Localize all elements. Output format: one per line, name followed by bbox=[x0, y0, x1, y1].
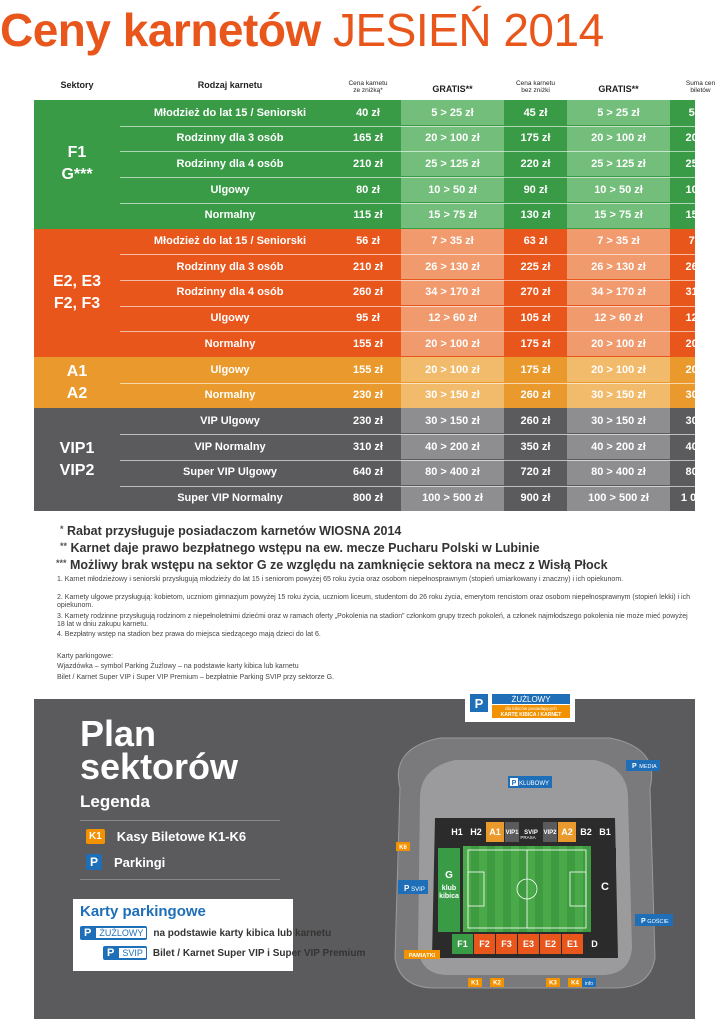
parking-notes-line-1: Wjazdówka – symbol Parking Żużlowy – na podstawie karty kibica lub karnetu bbox=[57, 663, 299, 670]
gratis-1: 30 > 150 zł bbox=[401, 383, 504, 408]
parking-zuzlowy-sign bbox=[465, 688, 575, 722]
ticket-type: Ulgowy bbox=[210, 183, 250, 196]
gratis-1: 40 > 200 zł bbox=[401, 434, 504, 459]
table-row bbox=[34, 460, 716, 486]
sector-e2 bbox=[540, 934, 561, 954]
svg-text:K3: K3 bbox=[549, 980, 557, 987]
plan-title: Plan sektorów bbox=[80, 713, 239, 787]
svg-text:K2: K2 bbox=[493, 980, 501, 987]
parking-cards-title: Karty parkingowe bbox=[80, 903, 206, 920]
price-discount: 210 zł bbox=[353, 260, 383, 273]
gratis-2: 20 > 100 zł bbox=[567, 126, 670, 151]
table-row bbox=[34, 306, 716, 332]
gratis-1: 34 > 170 zł bbox=[401, 280, 504, 305]
ticket-type: Normalny bbox=[204, 337, 256, 350]
table-row bbox=[34, 434, 716, 460]
parking-notes-title: Karty parkingowe: bbox=[57, 653, 114, 660]
svg-text:P: P bbox=[511, 780, 517, 787]
svg-text:G: G bbox=[445, 870, 453, 881]
parking-svip-sign bbox=[398, 880, 428, 894]
gratis-1: 20 > 100 zł bbox=[401, 126, 504, 151]
price-no-discount: 270 zł bbox=[520, 286, 551, 299]
svg-text:PAMIĄTKI: PAMIĄTKI bbox=[408, 953, 436, 959]
table-row bbox=[34, 100, 713, 126]
sector-h1 bbox=[448, 822, 466, 842]
svg-text:A1: A1 bbox=[489, 827, 501, 838]
svg-text:P: P bbox=[474, 696, 484, 711]
svg-text:E3: E3 bbox=[522, 939, 535, 950]
sum-price: 800 zł bbox=[685, 466, 716, 479]
price-discount: 155 zł bbox=[353, 337, 383, 350]
ticket-office-k4 bbox=[568, 978, 582, 987]
table-row bbox=[34, 126, 716, 152]
ticket-type: Super VIP Ulgowy bbox=[183, 466, 277, 479]
price-discount: 115 zł bbox=[353, 209, 383, 222]
table-row bbox=[34, 357, 716, 383]
gratis-1: 30 > 150 zł bbox=[401, 408, 504, 433]
sector-vip2 bbox=[543, 822, 557, 842]
legend-title: Legenda bbox=[80, 792, 150, 811]
press-label: PRASA bbox=[520, 835, 536, 840]
price-no-discount: 130 zł bbox=[520, 209, 551, 222]
svg-text:SVIP: SVIP bbox=[411, 887, 425, 893]
svg-text:VIP2: VIP2 bbox=[543, 830, 557, 837]
ticket-type: Normalny bbox=[204, 209, 256, 222]
svg-text:KLUBOWY: KLUBOWY bbox=[518, 781, 550, 787]
svg-text:E2: E2 bbox=[544, 939, 557, 950]
svg-text:VIP1: VIP1 bbox=[505, 830, 519, 837]
souvenir-shop bbox=[404, 950, 440, 959]
price-no-discount: 720 zł bbox=[520, 466, 551, 479]
ticket-type: Rodzinny dla 3 osób bbox=[176, 132, 284, 145]
sum-price: 200 zł bbox=[685, 363, 716, 376]
sum-price: 250 zł bbox=[685, 157, 716, 170]
table-row bbox=[34, 331, 716, 357]
header-gratis-2: GRATIS** bbox=[598, 84, 639, 94]
price-no-discount: 175 zł bbox=[520, 132, 551, 145]
price-no-discount: 220 zł bbox=[520, 157, 551, 170]
gratis-2: 80 > 400 zł bbox=[567, 460, 670, 485]
legend-parking-label: Parkingi bbox=[114, 854, 166, 870]
gratis-1: 5 > 25 zł bbox=[401, 100, 504, 125]
ticket-type: Młodzież do lat 15 / Seniorski bbox=[153, 106, 307, 119]
sector-c bbox=[594, 848, 616, 932]
sum-price: 50 zł bbox=[688, 106, 713, 119]
note-1: 1. Karnet młodzieżowy i seniorski przysługują młodzieży do lat 15 i seniorom powyżej 65 roku życia oraz osobom niepełnosprawnym (stopień umiarkowany i znaczny) i ich opiekunom. bbox=[57, 576, 624, 583]
ticket-type: Rodzinny dla 4 osób bbox=[176, 157, 284, 170]
title-main: Ceny karnetów bbox=[0, 4, 321, 56]
info-point bbox=[582, 978, 596, 987]
svg-text:dla kibiców posiadających: dla kibiców posiadających bbox=[505, 706, 557, 711]
stadium-map bbox=[360, 688, 690, 998]
price-discount: 230 zł bbox=[353, 414, 383, 427]
parking-zuzlowy-badge: P ŻUŻLOWY bbox=[80, 926, 147, 940]
svg-text:F1: F1 bbox=[457, 939, 468, 950]
sector-a1 bbox=[486, 822, 504, 842]
parking-klubowy-sign bbox=[508, 776, 552, 788]
sector-label: F1 G*** bbox=[61, 144, 93, 184]
header-price-no-discount: Cena karnetu bez zniżki bbox=[515, 80, 556, 94]
note-3: 3. Karnety rodzinne przysługują rodzinom z niepełnoletnimi dziećmi oraz w ramach oferty „Pokolenia na stadion” członkom grupy trzech pokoleń, a członek najmłodszego pokolenia nie może mieć powyżej 18 lat w dniu zakupu karnetu. bbox=[57, 613, 688, 628]
parking-notes-line-2: Bilet / Karnet Super VIP i Super VIP Premium – bezpłatnie Parking SVIP przy sektorze G. bbox=[57, 674, 335, 681]
gratis-1: 20 > 100 zł bbox=[401, 357, 504, 382]
legend-kasy-label: Kasy Biletowe K1-K6 bbox=[116, 829, 247, 844]
svg-text:SVIP: SVIP bbox=[524, 830, 538, 837]
sum-price: 70 zł bbox=[688, 235, 713, 247]
svg-text:F3: F3 bbox=[501, 939, 512, 950]
legend-parking bbox=[86, 854, 165, 870]
parking-card-zuzlowy: P ŻUŻLOWY na podstawie karty kibica lub karnetu bbox=[80, 926, 331, 940]
header-gratis-1: GRATIS** bbox=[432, 84, 473, 94]
ticket-office-icon: K1 bbox=[86, 829, 105, 844]
svg-text:H2: H2 bbox=[470, 827, 482, 838]
sector-e3 bbox=[518, 934, 539, 954]
price-discount: 95 zł bbox=[356, 312, 380, 325]
gratis-1: 80 > 400 zł bbox=[401, 460, 504, 485]
note-star-3: *** Możliwy brak wstępu na sektor G ze względu na zamknięcie sektora na mecz z Wisłą Płock bbox=[56, 558, 608, 572]
gratis-2: 34 > 170 zł bbox=[567, 280, 670, 305]
price-discount: 640 zł bbox=[353, 466, 383, 479]
ticket-type: VIP Normalny bbox=[194, 440, 266, 453]
gratis-2: 5 > 25 zł bbox=[567, 100, 670, 125]
sum-price: 310 zł bbox=[685, 286, 716, 299]
price-discount: 310 zł bbox=[353, 440, 383, 453]
parking-svip-badge: P SVIP bbox=[103, 946, 147, 960]
legend-divider-2 bbox=[80, 879, 280, 880]
sector-f3 bbox=[496, 934, 517, 954]
note-star-1: * Rabat przysługuje posiadaczom karnetów WIOSNA 2014 bbox=[60, 524, 402, 538]
gratis-1: 7 > 35 zł bbox=[401, 229, 504, 254]
svg-text:F2: F2 bbox=[479, 939, 490, 950]
table-row bbox=[34, 383, 716, 409]
sector-f2 bbox=[474, 934, 495, 954]
parking-icon: P bbox=[86, 854, 102, 870]
ticket-type: Ulgowy bbox=[210, 312, 250, 325]
sum-price: 120 zł bbox=[685, 312, 716, 325]
ticket-office-k3 bbox=[546, 978, 560, 987]
gratis-2: 30 > 150 zł bbox=[567, 408, 670, 433]
table-row bbox=[34, 408, 716, 434]
ticket-type: Młodzież do lat 15 / Seniorski bbox=[153, 235, 307, 247]
sum-price: 300 zł bbox=[685, 389, 716, 402]
gratis-1: 12 > 60 zł bbox=[401, 306, 504, 331]
gratis-2: 40 > 200 zł bbox=[567, 434, 670, 459]
svg-text:B2: B2 bbox=[580, 827, 592, 838]
svg-text:MEDIA: MEDIA bbox=[639, 764, 657, 770]
price-no-discount: 900 zł bbox=[520, 492, 551, 504]
price-discount: 165 zł bbox=[353, 132, 383, 145]
price-no-discount: 63 zł bbox=[523, 235, 548, 247]
gratis-2: 100 > 500 zł bbox=[567, 486, 670, 511]
price-no-discount: 225 zł bbox=[520, 260, 551, 273]
legend-divider bbox=[80, 820, 280, 821]
price-discount: 800 zł bbox=[353, 492, 383, 504]
note-2: 2. Karnety ulgowe przysługują: kobietom, uczniom gimnazjum powyżej 15 roku życia, uczniom liceum, studentom do 26 roku życia, emerytom rencistom oraz osobom niepełnosprawnym (stopień lekki) i ich opiekunom. bbox=[57, 594, 690, 609]
sector-f1 bbox=[452, 934, 473, 954]
gratis-2: 20 > 100 zł bbox=[567, 331, 670, 356]
svg-text:klub: klub bbox=[441, 885, 457, 892]
table-row bbox=[34, 254, 716, 280]
svg-text:P: P bbox=[404, 884, 410, 893]
svg-text:GOŚCIE: GOŚCIE bbox=[647, 919, 669, 925]
sector-label: VIP1 VIP2 bbox=[59, 439, 95, 479]
ticket-office-k1 bbox=[468, 978, 482, 987]
price-no-discount: 260 zł bbox=[520, 389, 551, 402]
sector-g bbox=[438, 848, 460, 932]
svg-text:kibica: kibica bbox=[439, 893, 459, 900]
gratis-1: 10 > 50 zł bbox=[401, 177, 504, 202]
gratis-1: 26 > 130 zł bbox=[401, 254, 504, 279]
gratis-1: 100 > 500 zł bbox=[401, 486, 504, 511]
note-4: 4. Bezpłatny wstęp na stadion bez prawa do miejsca siedzącego mają dzieci do lat 6. bbox=[57, 631, 321, 638]
sector-b2 bbox=[577, 822, 595, 842]
sector-label: E2, E3 F2, F3 bbox=[52, 272, 102, 312]
gratis-1: 20 > 100 zł bbox=[401, 331, 504, 356]
header-type: Rodzaj karnetu bbox=[197, 80, 263, 90]
price-discount: 230 zł bbox=[353, 389, 383, 402]
table-row bbox=[34, 203, 716, 229]
sum-price: 100 zł bbox=[685, 183, 716, 196]
svg-text:KARTĘ KIBICA / KARNET: KARTĘ KIBICA / KARNET bbox=[500, 712, 562, 718]
ticket-office-k6 bbox=[396, 842, 410, 851]
ticket-type: VIP Ulgowy bbox=[200, 414, 260, 427]
gratis-2: 10 > 50 zł bbox=[567, 177, 670, 202]
header-sectors: Sektory bbox=[60, 80, 94, 90]
parking-media-sign bbox=[626, 760, 660, 771]
svg-text:P: P bbox=[632, 763, 637, 770]
price-no-discount: 45 zł bbox=[523, 106, 548, 119]
table-row bbox=[34, 177, 716, 203]
parking-goscie-sign bbox=[635, 914, 673, 926]
gratis-2: 25 > 125 zł bbox=[567, 151, 670, 176]
gratis-2: 15 > 75 zł bbox=[567, 203, 670, 228]
sum-price: 1 000 zł bbox=[680, 492, 721, 504]
gratis-1: 15 > 75 zł bbox=[401, 203, 504, 228]
sum-price: 150 zł bbox=[685, 209, 716, 222]
table-row bbox=[34, 151, 716, 177]
sector-e1 bbox=[562, 934, 583, 954]
svg-text:K1: K1 bbox=[471, 980, 479, 987]
parking-card-svip: P SVIP Bilet / Karnet Super VIP i Super VIP Premium bbox=[103, 946, 365, 960]
gratis-2: 7 > 35 zł bbox=[567, 229, 670, 254]
sum-price: 200 zł bbox=[685, 337, 716, 350]
svg-text:H1: H1 bbox=[451, 827, 463, 838]
ticket-type: Normalny bbox=[204, 389, 256, 402]
svg-text:info: info bbox=[584, 981, 594, 987]
sum-price: 400 zł bbox=[685, 440, 716, 453]
sum-price: 200 zł bbox=[685, 132, 716, 145]
sector-a2 bbox=[558, 822, 576, 842]
note-star-2: ** Karnet daje prawo bezpłatnego wstępu na ew. mecze Pucharu Polski w Lubinie bbox=[60, 541, 540, 555]
sum-price: 260 zł bbox=[685, 260, 716, 273]
svg-text:B1: B1 bbox=[599, 827, 611, 838]
legend-kasy bbox=[86, 829, 246, 844]
price-discount: 260 zł bbox=[353, 286, 383, 299]
table-row bbox=[34, 229, 713, 255]
svg-text:K4: K4 bbox=[571, 980, 579, 987]
price-no-discount: 90 zł bbox=[523, 183, 548, 196]
ticket-type: Ulgowy bbox=[210, 363, 250, 376]
gratis-2: 12 > 60 zł bbox=[567, 306, 670, 331]
price-no-discount: 105 zł bbox=[520, 312, 551, 325]
header-sum: Suma cen biletów bbox=[685, 80, 716, 94]
header-price-discount: Cena karnetu ze zniżką* bbox=[348, 80, 388, 94]
ticket-type: Super VIP Normalny bbox=[177, 492, 283, 504]
svg-text:C: C bbox=[601, 881, 609, 893]
sector-b1 bbox=[596, 822, 614, 842]
price-discount: 40 zł bbox=[356, 106, 380, 119]
price-discount: 155 zł bbox=[353, 363, 383, 376]
sectors-bottom bbox=[452, 934, 605, 954]
pitch bbox=[463, 846, 591, 932]
gratis-2: 30 > 150 zł bbox=[567, 383, 670, 408]
gratis-2: 26 > 130 zł bbox=[567, 254, 670, 279]
sector-d bbox=[584, 934, 605, 954]
price-no-discount: 175 zł bbox=[520, 337, 551, 350]
svg-text:A2: A2 bbox=[561, 827, 573, 838]
svg-text:K6: K6 bbox=[399, 845, 407, 851]
title-season: JESIEŃ 2014 bbox=[333, 4, 604, 56]
table-row bbox=[34, 486, 721, 512]
page-title bbox=[0, 0, 725, 60]
gratis-2: 20 > 100 zł bbox=[567, 357, 670, 382]
gratis-1: 25 > 125 zł bbox=[401, 151, 504, 176]
svg-text:E1: E1 bbox=[566, 939, 579, 950]
sector-label: A1 A2 bbox=[66, 362, 88, 402]
price-discount: 210 zł bbox=[353, 157, 383, 170]
svg-text:ŻUŻLOWY: ŻUŻLOWY bbox=[511, 695, 551, 704]
table-row bbox=[34, 280, 716, 306]
price-no-discount: 260 zł bbox=[520, 414, 551, 427]
sector-vip1 bbox=[505, 822, 519, 842]
price-no-discount: 175 zł bbox=[520, 363, 551, 376]
svg-text:P: P bbox=[641, 918, 646, 925]
price-discount: 80 zł bbox=[356, 183, 380, 196]
price-no-discount: 350 zł bbox=[520, 440, 551, 453]
price-discount: 56 zł bbox=[356, 235, 380, 247]
sector-h2 bbox=[467, 822, 485, 842]
sum-price: 300 zł bbox=[685, 414, 716, 427]
ticket-type: Rodzinny dla 3 osób bbox=[176, 260, 284, 273]
ticket-office-k2 bbox=[490, 978, 504, 987]
ticket-type: Rodzinny dla 4 osób bbox=[176, 286, 284, 299]
svg-text:D: D bbox=[591, 939, 598, 950]
